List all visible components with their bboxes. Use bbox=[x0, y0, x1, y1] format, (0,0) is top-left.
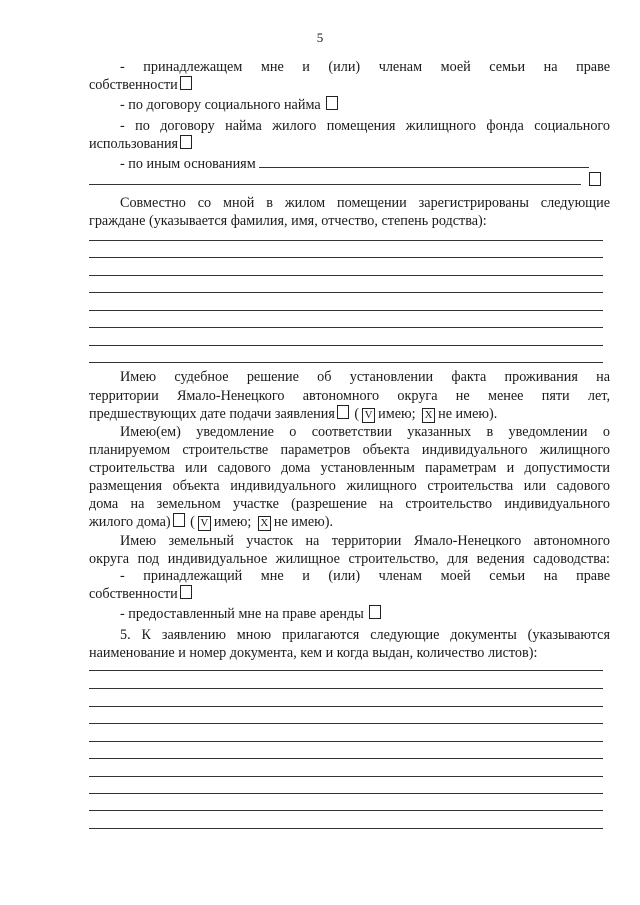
docs-field-4[interactable] bbox=[89, 723, 603, 724]
court-line-2: территории Ямало-Ненецкого автономного округа не менее пяти лет, bbox=[89, 388, 610, 404]
notice-not-label: не имею). bbox=[273, 514, 334, 530]
social-hire-label: - по договору социального найма bbox=[120, 97, 321, 113]
docs-field-1[interactable] bbox=[89, 670, 603, 671]
registered-field-6[interactable] bbox=[89, 327, 603, 328]
registered-field-2[interactable] bbox=[89, 257, 603, 258]
notice-line-1: Имею(ем) уведомление о соответствии указанных в уведомлении о bbox=[120, 424, 610, 440]
court-not-label: не имею). bbox=[438, 406, 498, 422]
notice-checkbox[interactable] bbox=[173, 513, 185, 527]
housing-hire-checkbox[interactable] bbox=[180, 135, 192, 149]
land-own-line-2 bbox=[89, 585, 194, 603]
other-grounds-label: - по иным основаниям bbox=[120, 156, 256, 172]
court-line-1: Имею судебное решение об установлении факта проживания на bbox=[120, 369, 610, 385]
court-have-mark[interactable]: V bbox=[362, 408, 375, 423]
registered-line-1: Совместно со мной в жилом помещении зарегистрированы следующие bbox=[120, 195, 610, 211]
other-grounds-line bbox=[120, 155, 589, 173]
docs-field-3[interactable] bbox=[89, 706, 603, 707]
notice-have-mark[interactable]: V bbox=[198, 516, 211, 531]
other-grounds-field[interactable] bbox=[259, 155, 589, 168]
docs-field-5[interactable] bbox=[89, 741, 603, 742]
land-lease-label: - предоставленный мне на праве аренды bbox=[120, 606, 364, 622]
registered-field-4[interactable] bbox=[89, 292, 603, 293]
docs-line-1: 5. К заявлению мною прилагаются следующие документы (указываются bbox=[120, 627, 610, 643]
land-line-2: округа под индивидуальное жилищное строительство, для ведения садоводства: bbox=[89, 551, 610, 567]
social-hire-checkbox[interactable] bbox=[326, 96, 338, 110]
notice-line-2: планируемом строительстве параметров объекта индивидуального жилищного bbox=[89, 442, 610, 458]
own-line-1: - принадлежащем мне и (или) членам моей семьи на праве bbox=[120, 59, 610, 75]
registered-field-1[interactable] bbox=[89, 240, 603, 241]
registered-field-5[interactable] bbox=[89, 310, 603, 311]
docs-field-8[interactable] bbox=[89, 793, 603, 794]
registered-field-3[interactable] bbox=[89, 275, 603, 276]
docs-field-10[interactable] bbox=[89, 828, 603, 829]
land-line-1: Имею земельный участок на территории Ямало-Ненецкого автономного bbox=[120, 533, 610, 549]
notice-have-label: имею; bbox=[213, 514, 252, 530]
docs-field-9[interactable] bbox=[89, 810, 603, 811]
housing-hire-line-1: - по договору найма жилого помещения жилищного фонда социального bbox=[120, 118, 610, 134]
court-checkbox[interactable] bbox=[337, 405, 349, 419]
court-not-mark[interactable]: X bbox=[422, 408, 435, 423]
docs-field-6[interactable] bbox=[89, 758, 603, 759]
own-checkbox[interactable] bbox=[180, 76, 192, 90]
docs-field-2[interactable] bbox=[89, 688, 603, 689]
court-have-label: имею; bbox=[378, 406, 416, 422]
notice-label: жилого дома) bbox=[89, 514, 171, 530]
land-own-line-1: - принадлежащий мне и (или) членам моей семьи на праве bbox=[120, 568, 610, 584]
notice-line-5: дома на земельном участке (разрешение на строительство индивидуального bbox=[89, 496, 610, 512]
other-grounds-field-2[interactable] bbox=[89, 172, 581, 185]
registered-line-2: граждане (указывается фамилия, имя, отчество, степень родства): bbox=[89, 213, 487, 229]
docs-line-2: наименование и номер документа, кем и когда выдан, количество листов): bbox=[89, 645, 538, 661]
registered-field-7[interactable] bbox=[89, 345, 603, 346]
land-own-checkbox[interactable] bbox=[180, 585, 192, 599]
own-line-2 bbox=[89, 76, 194, 94]
notice-line-4: размещения объекта индивидуального жилищного строительства или садового bbox=[89, 478, 610, 494]
other-grounds-line-2 bbox=[89, 172, 603, 190]
notice-line-3: строительства или садового дома установленным параметрам и допустимости bbox=[89, 460, 610, 476]
other-grounds-checkbox[interactable] bbox=[589, 172, 601, 186]
notice-not-mark[interactable]: X bbox=[258, 516, 271, 531]
notice-line-6: жилого дома) ( V имею; X не имею). bbox=[89, 514, 334, 530]
court-line-3: предшествующих дате подачи заявления ( V имею; X не имею). bbox=[89, 406, 498, 422]
land-lease-line bbox=[120, 605, 383, 623]
social-hire-line bbox=[120, 96, 340, 114]
docs-field-7[interactable] bbox=[89, 776, 603, 777]
own-label: собственности bbox=[89, 77, 178, 93]
housing-hire-line-2 bbox=[89, 135, 194, 153]
page-number: 5 bbox=[316, 30, 324, 45]
court-label: предшествующих дате подачи заявления bbox=[89, 406, 335, 422]
registered-field-8[interactable] bbox=[89, 362, 603, 363]
housing-hire-label: использования bbox=[89, 136, 179, 152]
land-lease-checkbox[interactable] bbox=[369, 605, 381, 619]
land-own-label: собственности bbox=[89, 586, 178, 602]
